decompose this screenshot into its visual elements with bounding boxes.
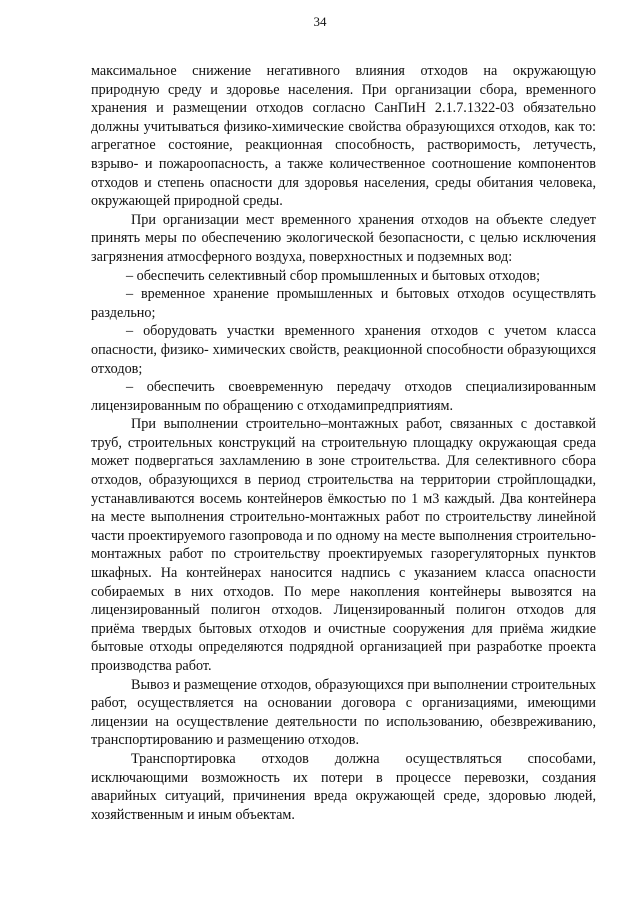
list-item-storage-areas: – оборудовать участки временного хранения отходов с учетом класса опасности, физико- химических свойств, реакционной способности образующихся отходов; [91, 323, 596, 377]
paragraph-storage-measures: При организации мест временного хранения отходов на объекте следует принять меры по обеспечению экологической безопасности, с целью исключения загрязнения атмосферного воздуха, поверхностных и подземных вод: [91, 211, 596, 265]
list-item-separate-storage: – временное хранение промышленных и бытовых отходов осуществлять раздельно; [91, 286, 596, 321]
document-body [91, 62, 596, 824]
list-item-timely-transfer: – обеспечить своевременную передачу отходов специализированным лицензированным по обращению с отходамипредприятиям. [91, 379, 596, 414]
page-number: 34 [313, 14, 327, 29]
paragraph-construction-waste: При выполнении строительно–монтажных работ, связанных с доставкой труб, строительных конструкций на строительную площадку окружающая среда может подвергаться захламлению в зоне строительства. Для селективного сбора отходов, образующихся в период строительства на территории стройплощадки, устанавливаются восемь контейнеров ёмкостью по 1 м3 каждый. Два контейнера на месте выполнения строительно-монтажных работ по строительству линейной части проектируемого газопровода и по одному на месте выполнения строительно-монтажных работ по строительству проектируемых газорегуляторных пунктов шкафных. На контейнерах наносится надпись с указанием класса опасности собираемых в них отходов. По мере накопления контейнеры вывозятся на лицензированный полигон отходов. Лицензированный полигон отходов для приёма твердых бытовых отходов и очистные сооружения для приёма жидкие бытовые отходы определяются подрядной организацией при разработке проекта производства работ. [91, 416, 596, 674]
list-item-selective-collection: – обеспечить селективный сбор промышленных и бытовых отходов; [126, 267, 541, 284]
paragraph-continuation: максимальное снижение негативного влияния отходов на окружающую природную среду и здоровье населения. При организации сбора, временного хранения и размещении отходов согласно СанПиН 2.1.7.1322-03 обязательно должны учитываться физико-химические свойства образующихся отходов, как то: агрегатное состояние, реакционная способность, растворимость, летучесть, взрыво- и пожароопасность, а также количественное соотношение компонентов отходов и степень опасности для здоровья населения, среды обитания человека, окружающей природной среды. [91, 63, 596, 210]
paragraph-waste-removal: Вывоз и размещение отходов, образующихся при выполнении строительных работ, осуществляется на основании договора с организациями, имеющими лицензии на осуществление деятельности по использованию, обезвреживанию, транспортированию и размещению отходов. [91, 676, 596, 749]
paragraph-waste-transport: Транспортировка отходов должна осуществляться способами, исключающими возможность их потери в процессе перевозки, создания аварийных ситуаций, причинения вреда окружающей среде, здоровью людей, хозяйственным и иным объектам. [91, 750, 596, 823]
